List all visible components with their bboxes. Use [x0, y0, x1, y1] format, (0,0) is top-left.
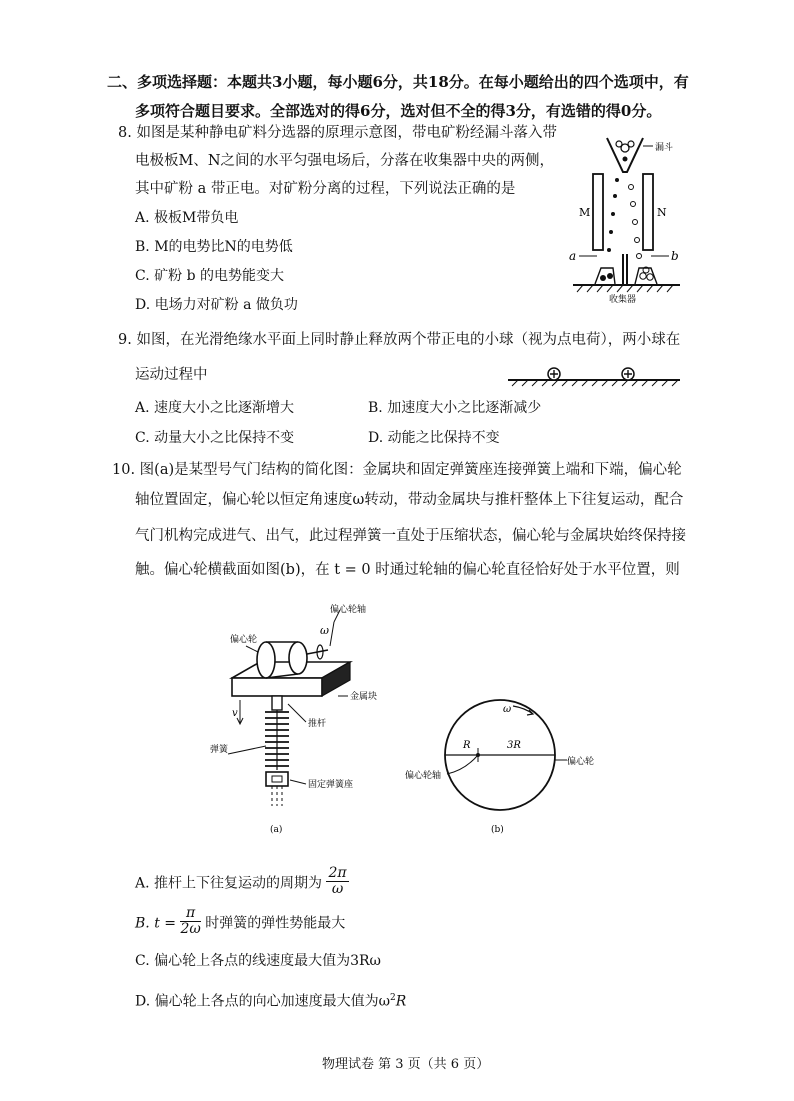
- q10b-wheel-label: 偏心轮: [567, 757, 595, 767]
- q10-option-a-text: A. 推杆上下往复运动的周期为: [135, 875, 323, 892]
- q9-option-b: B. 加速度大小之比逐渐减少: [368, 400, 542, 416]
- q10-figure-a: [210, 600, 385, 840]
- q8-option-d: D. 电场力对矿粉 a 做负功: [135, 297, 298, 313]
- q8-plate-m-label: M: [579, 206, 591, 219]
- q10-stem-line4: 触。偏心轮横截面如图(b)，在 t = 0 时通过轮轴的偏心轮直径恰好处于水平位置，则: [135, 562, 680, 578]
- q10-stem-line1: 10. 图(a)是某型号气门结构的简化图：金属块和固定弹簧座连接弹簧上端和下端，偏心轮: [112, 462, 682, 478]
- q10-option-a-numerator: 2π: [328, 865, 347, 881]
- q10a-axle-label: 偏心轮轴: [330, 605, 367, 615]
- q10-option-d-exponent: 2: [390, 993, 396, 1003]
- q9-option-c: C. 动量大小之比保持不变: [135, 430, 295, 446]
- q10-option-d-text: D. 偏心轮上各点的向心加速度最大值为ω: [135, 993, 391, 1010]
- q8-option-c: C. 矿粉 b 的电势能变大: [135, 268, 284, 284]
- q10-option-b-denominator: 2ω: [180, 921, 201, 937]
- q10-option-b-text: 时弹簧的弹性势能最大: [205, 915, 346, 932]
- section-header-line1: 二、多项选择题：本题共3小题，每小题6分，共18分。在每小题给出的四个选项中，有: [107, 73, 689, 91]
- q10a-omega-label: ω: [320, 624, 329, 637]
- q10a-spring-label: 弹簧: [210, 745, 229, 755]
- q10b-axle-label: 偏心轮轴: [405, 771, 442, 781]
- q9-charges-figure: [508, 366, 683, 386]
- q8-stem-line1: 8. 如图是某种静电矿料分选器的原理示意图，带电矿粉经漏斗落入带: [118, 125, 557, 141]
- q10-option-a-denominator: ω: [331, 881, 344, 897]
- q10b-3r-label: 3R: [507, 740, 521, 751]
- q9-ball-left: [548, 368, 560, 380]
- q10b-r-label: R: [463, 740, 471, 751]
- q10-option-b-prefix: B. t =: [135, 915, 176, 932]
- q8-collector-label: 收集器: [609, 295, 637, 305]
- q8-separator-figure: [565, 132, 715, 307]
- q10a-caption: (a): [270, 825, 283, 835]
- section-header-line2: 多项符合题目要求。全部选对的得6分，选对但不全的得3分，有选错的得0分。: [135, 102, 662, 120]
- q8-particle-a-label: a: [569, 249, 577, 263]
- q8-stem-line2: 电极板M、N之间的水平匀强电场后，分落在收集器中央的两侧，: [135, 153, 555, 169]
- q8-particle-b-label: b: [671, 249, 679, 263]
- q10-figure-b: [405, 700, 605, 840]
- q10-option-d-r: R: [395, 993, 407, 1010]
- q10-stem-line2: 轴位置固定，偏心轮以恒定角速度ω转动，带动金属块与推杆整体上下往复运动，配合: [135, 492, 684, 508]
- q10a-v-label: v: [232, 708, 238, 719]
- q9-option-a: A. 速度大小之比逐渐增大: [135, 400, 295, 416]
- q10a-rod-label: 推杆: [308, 719, 327, 729]
- q10-option-c: C. 偏心轮上各点的线速度最大值为3Rω: [135, 953, 381, 969]
- q8-option-b: B. M的电势比N的电势低: [135, 239, 293, 255]
- q10-option-b: [135, 905, 346, 939]
- q10b-omega-label: ω: [503, 704, 512, 715]
- q10-option-d: [135, 988, 406, 1012]
- q8-plate-n-label: N: [657, 206, 667, 219]
- q9-stem-line2: 运动过程中: [135, 367, 208, 383]
- q8-funnel-label: 漏斗: [655, 143, 674, 153]
- q9-stem-line1: 9. 如图，在光滑绝缘水平面上同时静止释放两个带正电的小球（视为点电荷），两小球在: [118, 332, 681, 348]
- page-footer: 物理试卷 第 3 页（共 6 页）: [322, 1057, 490, 1072]
- q10a-block-label: 金属块: [350, 692, 378, 702]
- q10a-wheel-label: 偏心轮: [230, 635, 258, 645]
- q10-option-b-numerator: π: [180, 906, 200, 922]
- q8-option-a: A. 极板M带负电: [135, 210, 239, 226]
- q10-stem-line3: 气门机构完成进气、出气，此过程弹簧一直处于压缩状态，偏心轮与金属块始终保持接: [135, 528, 686, 544]
- q10b-caption: (b): [491, 825, 504, 835]
- q10a-seat-label: 固定弹簧座: [308, 780, 354, 790]
- q9-option-d: D. 动能之比保持不变: [368, 430, 500, 446]
- q9-ball-right: [622, 368, 634, 380]
- q10-option-a: [135, 865, 349, 899]
- q8-stem-line3: 其中矿粉 a 带正电。对矿粉分离的过程，下列说法正确的是: [135, 181, 516, 197]
